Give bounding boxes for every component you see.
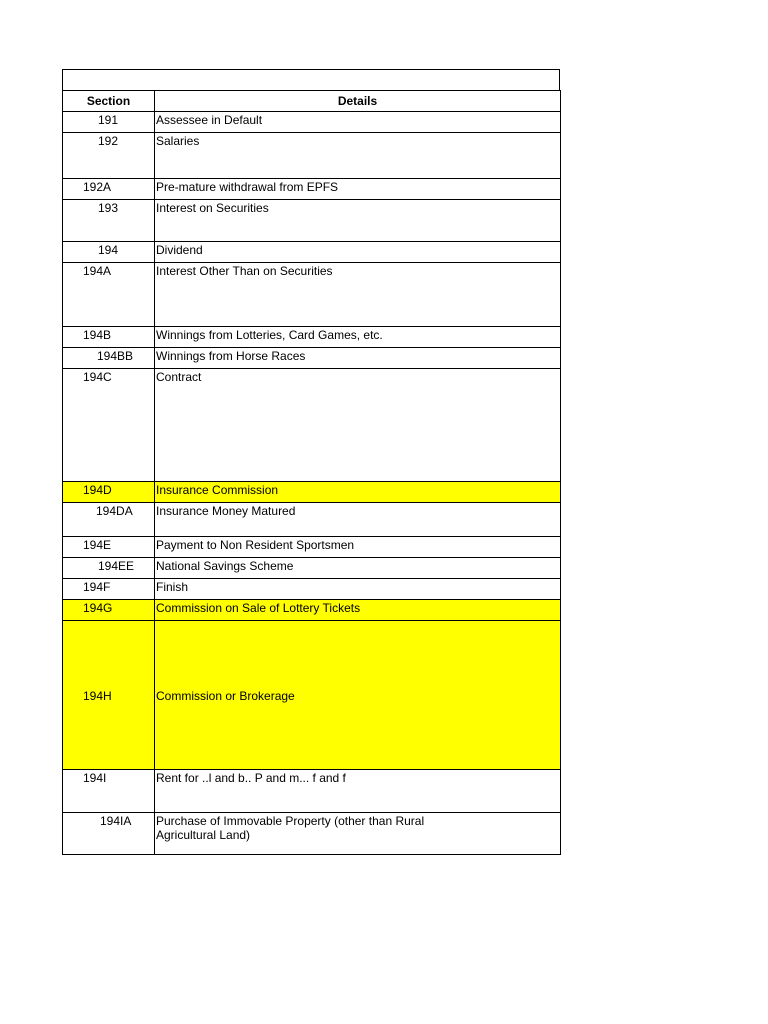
section-cell: 192 — [63, 133, 155, 179]
table-row — [63, 813, 561, 855]
details-cell: Assessee in Default — [155, 112, 561, 133]
section-cell: 194BB — [63, 348, 155, 369]
table-row — [63, 537, 561, 558]
table-row — [63, 558, 561, 579]
table-row — [63, 263, 561, 327]
tds-sections-table — [62, 90, 561, 855]
details-cell: Winnings from Lotteries, Card Games, etc. — [155, 327, 561, 348]
details-cell: Interest Other Than on Securities — [155, 263, 561, 327]
details-cell: Rent for ..l and b.. P and m... f and f — [155, 770, 561, 813]
section-column-header: Section — [63, 91, 155, 112]
details-cell: Insurance Money Matured — [155, 503, 561, 537]
table-row — [63, 327, 561, 348]
section-cell: 194IA — [63, 813, 155, 855]
section-cell: 193 — [63, 200, 155, 242]
table-row — [63, 112, 561, 133]
section-cell: 194F — [63, 579, 155, 600]
details-cell: Insurance Commission — [155, 482, 561, 503]
table-row — [63, 242, 561, 263]
section-cell: 191 — [63, 112, 155, 133]
details-cell: National Savings Scheme — [155, 558, 561, 579]
table-row — [63, 133, 561, 179]
section-cell: 194E — [63, 537, 155, 558]
section-cell: 194C — [63, 369, 155, 482]
section-cell: 192A — [63, 179, 155, 200]
table-row-highlighted — [63, 621, 561, 770]
details-cell: Contract — [155, 369, 561, 482]
section-cell: 194EE — [63, 558, 155, 579]
table-row — [63, 579, 561, 600]
details-cell: Pre-mature withdrawal from EPFS — [155, 179, 561, 200]
table-row — [63, 179, 561, 200]
section-cell: 194A — [63, 263, 155, 327]
section-cell: 194 — [63, 242, 155, 263]
details-cell: Dividend — [155, 242, 561, 263]
section-cell: 194D — [63, 482, 155, 503]
table-row — [63, 770, 561, 813]
details-cell: Interest on Securities — [155, 200, 561, 242]
details-cell: Payment to Non Resident Sportsmen — [155, 537, 561, 558]
details-cell: Salaries — [155, 133, 561, 179]
table-header-row — [63, 91, 561, 112]
table-row — [63, 200, 561, 242]
section-cell: 194I — [63, 770, 155, 813]
details-cell: Purchase of Immovable Property (other than Rural Agricultural Land) — [155, 813, 561, 855]
section-cell: 194H — [63, 621, 155, 770]
table-row — [63, 503, 561, 537]
details-cell: Commission or Brokerage — [155, 621, 561, 770]
table-row — [63, 369, 561, 482]
table-row — [63, 348, 561, 369]
details-cell: Winnings from Horse Races — [155, 348, 561, 369]
details-column-header: Details — [155, 91, 561, 112]
table-row-highlighted — [63, 600, 561, 621]
section-cell: 194B — [63, 327, 155, 348]
section-cell: 194G — [63, 600, 155, 621]
sheet-title-row — [62, 69, 560, 90]
tds-section-sheet — [62, 69, 560, 855]
details-cell: Finish — [155, 579, 561, 600]
section-cell: 194DA — [63, 503, 155, 537]
table-row-highlighted — [63, 482, 561, 503]
details-cell: Commission on Sale of Lottery Tickets — [155, 600, 561, 621]
